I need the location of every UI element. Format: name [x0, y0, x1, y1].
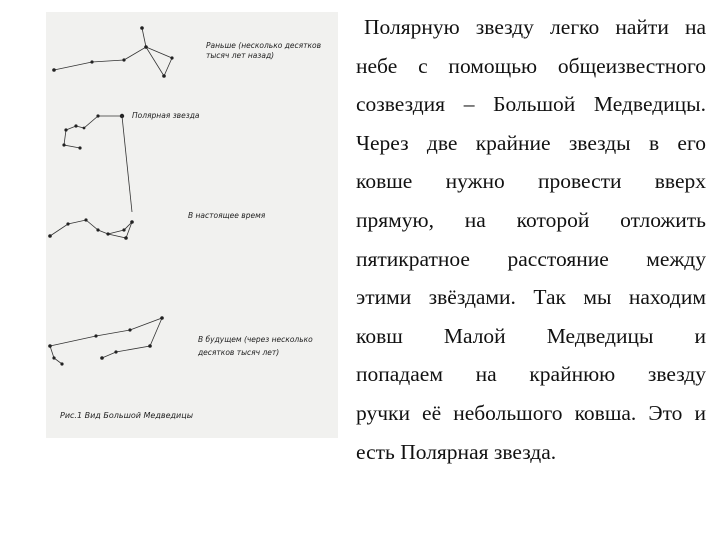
little-dipper: [64, 116, 122, 148]
label-future-line1: В будущем (через несколько: [198, 335, 313, 344]
text-line: Через две крайние звезды в его: [356, 130, 706, 155]
pointer-line: [122, 116, 132, 212]
label-present: В настоящее время: [188, 211, 266, 220]
stars-past: [52, 26, 173, 78]
paragraph-text: [356, 8, 706, 471]
text-line: небе с помощью общеизвестного: [356, 53, 706, 78]
big-dipper-figure: [46, 12, 338, 438]
constellation-drawing: [46, 12, 338, 438]
text-line: Полярную звезду легко найти на: [364, 15, 706, 39]
text-line: ручки её небольшого ковша. Это и: [356, 400, 706, 425]
label-past-line2: тысяч лет назад): [206, 51, 275, 60]
stars-little-dipper: [62, 114, 124, 150]
constellation-past: [54, 28, 172, 76]
constellation-present: [50, 220, 132, 238]
text-line: пятикратное расстояние между: [356, 246, 706, 271]
text-line: прямую, на которой отложить: [356, 207, 706, 232]
text-line: ковш Малой Медведицы и: [356, 323, 706, 348]
text-line: ковше нужно провести вверх: [356, 169, 706, 194]
label-future-line2: десятков тысяч лет): [198, 348, 280, 357]
figure-caption: Рис.1 Вид Большой Медведицы: [60, 411, 194, 420]
label-past-line1: Раньше (несколько десятков: [206, 41, 322, 50]
text-line: попадаем на крайнюю звезду: [356, 362, 706, 387]
label-polaris: Полярная звезда: [132, 111, 200, 120]
constellation-future: [50, 318, 162, 364]
text-line: есть Полярная звезда.: [356, 439, 557, 464]
text-line: этими звёздами. Так мы находим: [356, 285, 706, 310]
text-line: созвездия – Большой Медведицы.: [356, 92, 706, 117]
